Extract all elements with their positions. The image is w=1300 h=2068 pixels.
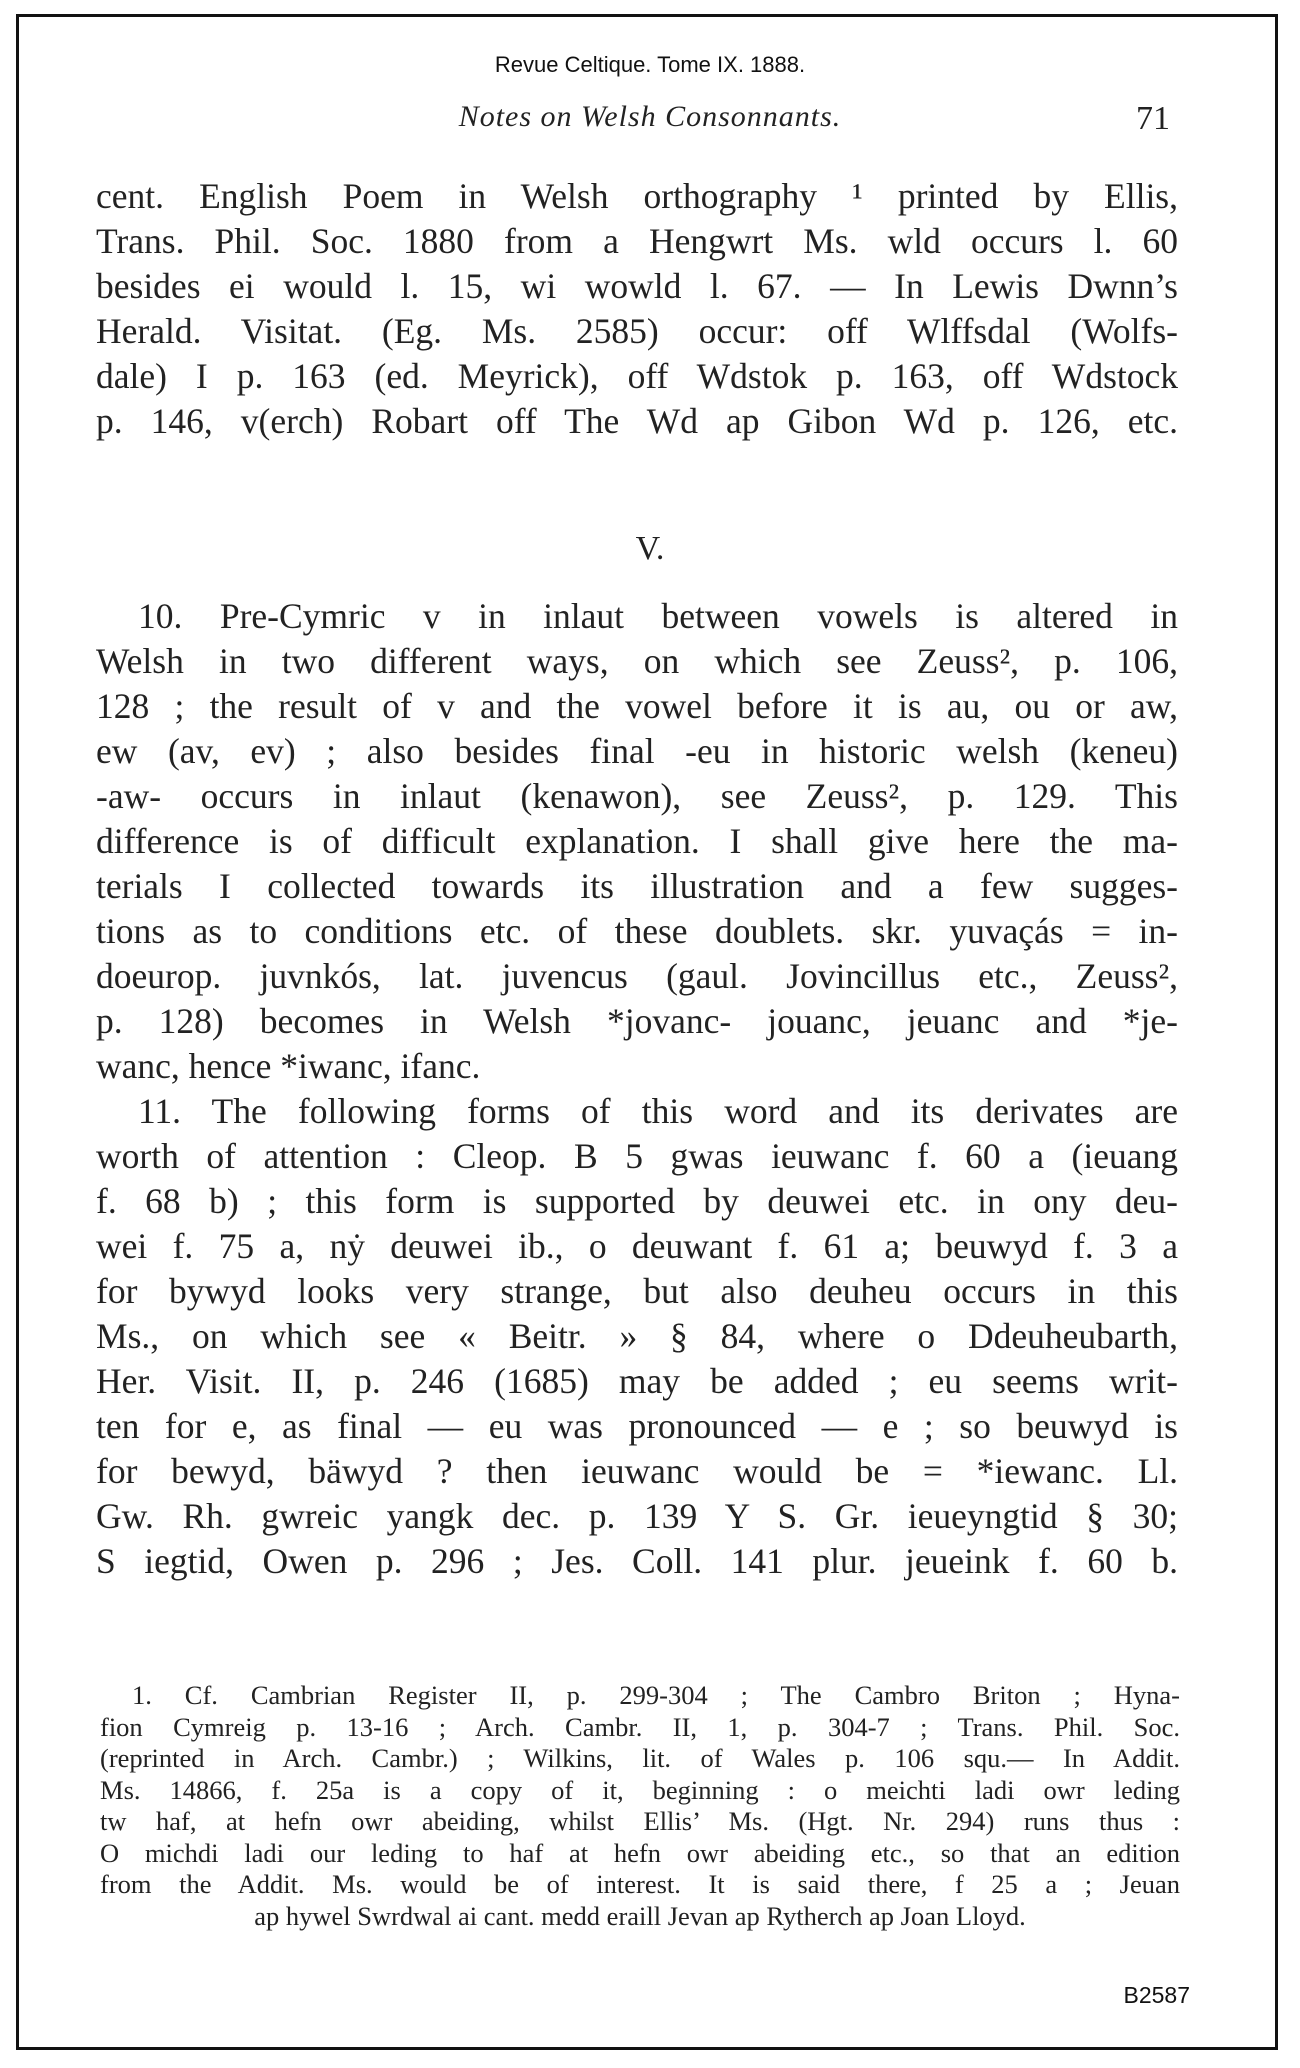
running-title: Notes on Welsh Consonnants. [458, 100, 842, 133]
footnote-line: O michdi ladi our leding to haf at hefn owr abeiding etc., so that an edition [100, 1837, 1180, 1868]
text-line: terials I collected towards its illustration and a few sugges- [96, 866, 1178, 906]
text-line: ten for e, as final — eu was pronounced — e ; so beuwyd is [96, 1406, 1178, 1446]
text-line: for bywyd looks very strange, but also deuheu occurs in this [96, 1271, 1178, 1311]
text-line: 128 ; the result of v and the vowel before it is au, ou or aw, [96, 686, 1178, 726]
text-line: worth of attention : Cleop. B 5 gwas ieuwanc f. 60 a (ieuang [96, 1136, 1178, 1176]
source-citation: Revue Celtique. Tome IX. 1888. [494, 52, 806, 77]
text-line: besides ei would l. 15, wi wowld l. 67. — In Lewis Dwnn’s [96, 266, 1178, 306]
paragraph-10 [96, 594, 1178, 1584]
body-text-top [96, 174, 1178, 444]
text-line: ew (av, ev) ; also besides final -eu in historic welsh (keneu) [96, 731, 1178, 771]
text-line: dale) I p. 163 (ed. Meyrick), off Wdstok p. 163, off Wdstock [96, 356, 1178, 396]
text-line: Gw. Rh. gwreic yangk dec. p. 139 Y S. Gr. ieueyngtid § 30; [96, 1496, 1178, 1536]
text-line: Welsh in two different ways, on which see Zeuss², p. 106, [96, 641, 1178, 681]
text-line: Herald. Visitat. (Eg. Ms. 2585) occur: off Wlffsdal (Wolfs- [96, 311, 1178, 351]
text-line: wanc, hence *iwanc, ifanc. [96, 1046, 481, 1086]
text-line: f. 68 b) ; this form is supported by deuwei etc. in ony deu- [96, 1181, 1178, 1221]
footnote-line: (reprinted in Arch. Cambr.) ; Wilkins, lit. of Wales p. 106 squ.— In Addit. [100, 1743, 1180, 1773]
text-line: Trans. Phil. Soc. 1880 from a Hengwrt Ms. wld occurs l. 60 [96, 221, 1178, 261]
catalog-id: B2587 [1123, 1982, 1190, 2008]
text-line: S iegtid, Owen p. 296 ; Jes. Coll. 141 plur. jeueink f. 60 b. [96, 1541, 1178, 1581]
footnote-line: from the Addit. Ms. would be of interest. It is said there, f 25 a ; Jeuan [100, 1869, 1180, 1899]
text-line: doeurop. juvnkós, lat. juvencus (gaul. Jovincillus etc., Zeuss², [96, 956, 1178, 996]
text-line: 10. Pre-Cymric v in inlaut between vowels is altered in [138, 596, 1178, 636]
text-line: wei f. 75 a, nẏ deuwei ib., o deuwant f. 61 a; beuwyd f. 3 a [96, 1226, 1178, 1266]
text-line: Her. Visit. II, p. 246 (1685) may be added ; eu seems writ- [96, 1361, 1178, 1401]
text-line: p. 128) becomes in Welsh *jovanc- jouanc, jeuanc and *je- [96, 1001, 1178, 1041]
text-line: for bewyd, bäwyd ? then ieuwanc would be = *iewanc. Ll. [96, 1451, 1178, 1491]
page-number: 71 [1136, 100, 1170, 137]
section-heading: V. [635, 530, 665, 567]
footnote-line: fion Cymreig p. 13-16 ; Arch. Cambr. II, 1, p. 304-7 ; Trans. Phil. Soc. [100, 1711, 1180, 1742]
text-line: p. 146, v(erch) Robart off The Wd ap Gibon Wd p. 126, etc. [96, 401, 1178, 441]
text-line: difference is of difficult explanation. I shall give here the ma- [96, 821, 1178, 861]
text-line: Ms., on which see « Beitr. » § 84, where o Ddeuheubarth, [96, 1316, 1178, 1356]
footnote-line: tw haf, at hefn owr abeiding, whilst Ellis’ Ms. (Hgt. Nr. 294) runs thus : [100, 1806, 1180, 1836]
text-line: tions as to conditions etc. of these doublets. skr. yuvaçás = in- [96, 911, 1178, 951]
footnote-line: Ms. 14866, f. 25a is a copy of it, beginning : o meichti ladi owr leding [100, 1774, 1180, 1805]
footnote-line: 1. Cf. Cambrian Register II, p. 299-304 ; The Cambro Briton ; Hyna- [132, 1680, 1180, 1710]
footnotes [100, 1680, 1180, 1932]
text-line: -aw- occurs in inlaut (kenawon), see Zeuss², p. 129. This [96, 776, 1178, 816]
footnote-line: ap hywel Swrdwal ai cant. medd eraill Jevan ap Rytherch ap Joan Lloyd. [254, 1900, 1026, 1931]
text-line: 11. The following forms of this word and its derivates are [138, 1091, 1178, 1131]
text-line: cent. English Poem in Welsh orthography ¹ printed by Ellis, [96, 176, 1178, 216]
